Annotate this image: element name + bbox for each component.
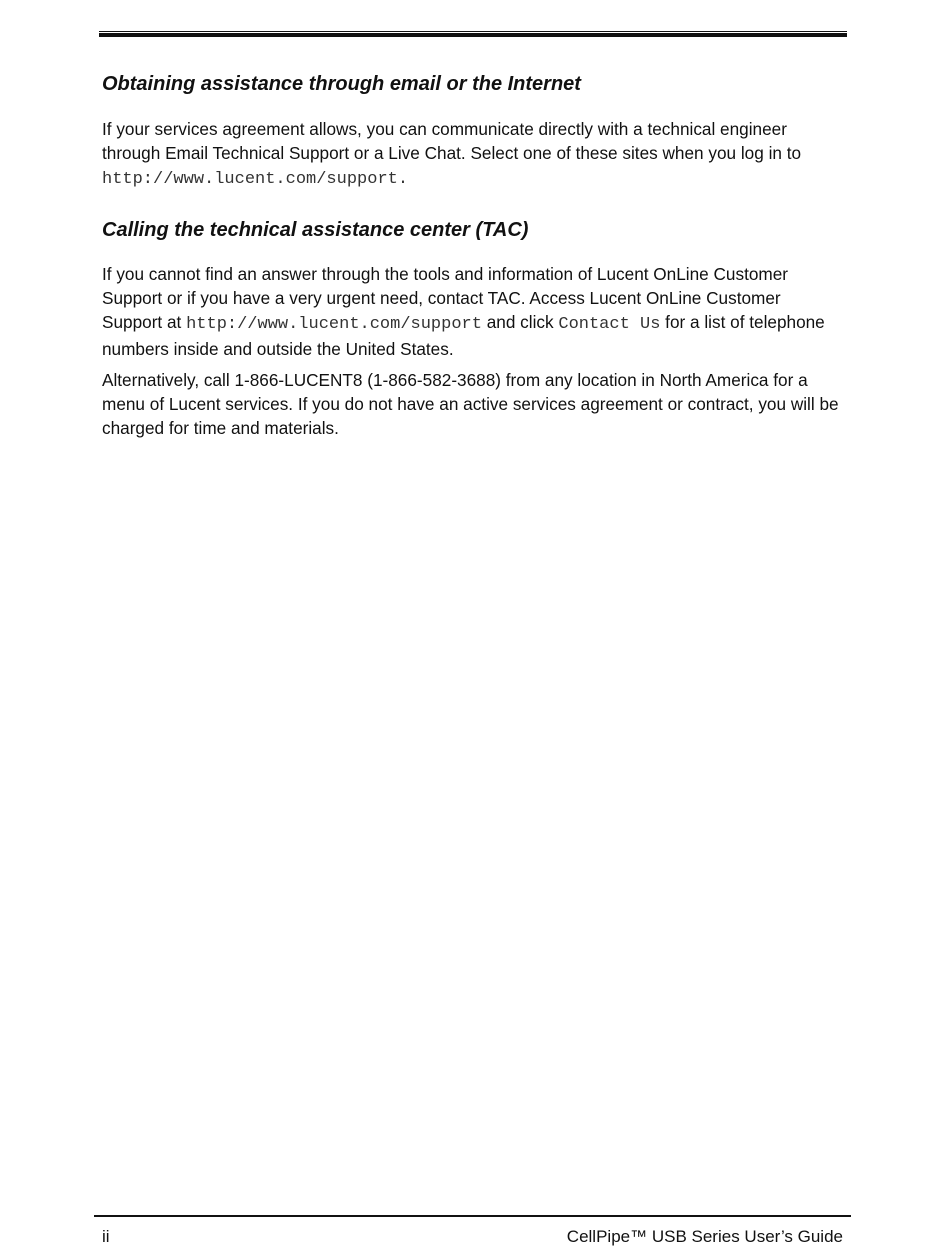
tac-paragraph-1-text-1: If you cannot find an answer through the tools and information of Lucent OnLine Customer Support or if you have a very urgent need, contact TAC. Access Lucent OnLine Customer Support at — [102, 264, 789, 332]
tac-paragraph-1-text-3: for a list of telephone numbers inside and outside the United States. — [102, 312, 825, 359]
contact-us-link[interactable]: Contact Us — [558, 315, 661, 334]
tac-paragraph-1-text-2: and click — [481, 312, 559, 332]
tac-paragraph-2: Alternatively, call 1-866-LUCENT8 (1-866-582-3688) from any location in North America for a menu of Lucent services. If you do not have an active services agreement or contract, you will be charged for time and materials. — [102, 370, 839, 438]
tac-paragraph-1 — [102, 262, 844, 361]
section-heading-tac: Calling the technical assistance center (TAC) — [102, 219, 529, 241]
footer-rule — [94, 1215, 851, 1217]
header-rule — [99, 33, 847, 37]
page-number: ii — [102, 1227, 110, 1246]
tac-support-url[interactable]: http://www.lucent.com/support — [186, 315, 482, 334]
email-paragraph — [102, 117, 844, 192]
header-rule-thin — [99, 31, 847, 32]
section-heading-email: Obtaining assistance through email or the Internet — [102, 73, 581, 95]
support-url[interactable]: http://www.lucent.com/support. — [102, 170, 409, 189]
email-paragraph-text: If your services agreement allows, you can communicate directly with a technical engineer through Email Technical Support or a Live Chat. Select one of these sites when you log in to — [102, 119, 802, 163]
guide-title: CellPipe™ USB Series User’s Guide — [566, 1227, 843, 1246]
